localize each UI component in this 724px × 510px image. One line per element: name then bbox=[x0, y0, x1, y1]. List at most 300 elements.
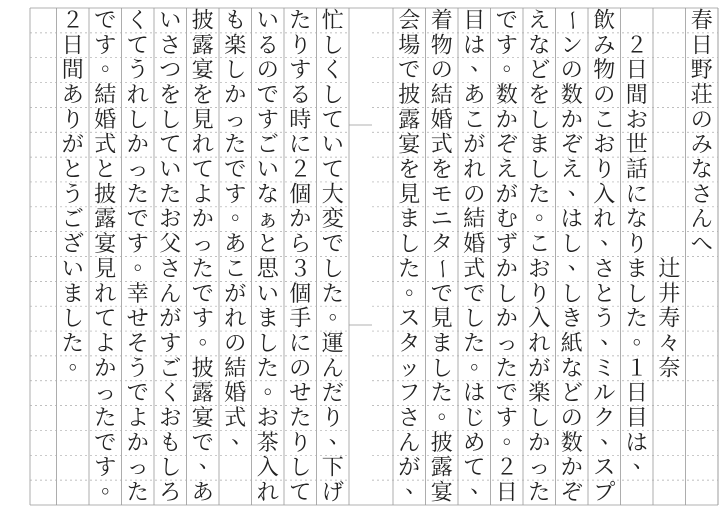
glyph: い bbox=[159, 8, 182, 34]
glyph: 日 bbox=[495, 480, 518, 506]
glyph: え bbox=[495, 157, 518, 183]
glyph: 下 bbox=[321, 455, 344, 481]
glyph: ざ bbox=[61, 232, 84, 258]
glyph: 。 bbox=[198, 324, 221, 350]
glyph: の bbox=[463, 182, 486, 208]
glyph: 個 bbox=[289, 281, 312, 307]
glyph: す bbox=[495, 406, 518, 432]
text-column-19 bbox=[62, 8, 91, 374]
glyph: ッ bbox=[398, 356, 421, 382]
glyph: し bbox=[61, 306, 84, 332]
glyph: す bbox=[224, 182, 247, 208]
glyph: 。 bbox=[133, 249, 156, 275]
text-column-18 bbox=[94, 8, 123, 498]
glyph: 。 bbox=[437, 399, 460, 425]
glyph: か bbox=[224, 82, 247, 108]
glyph: て bbox=[126, 33, 149, 59]
glyph: ２ bbox=[495, 455, 518, 481]
glyph: こ bbox=[463, 107, 486, 133]
glyph: 春 bbox=[690, 8, 713, 34]
glyph: 露 bbox=[398, 107, 421, 133]
glyph: は bbox=[463, 33, 486, 59]
glyph: お bbox=[593, 132, 616, 158]
glyph: ん bbox=[321, 356, 344, 382]
glyph: ミ bbox=[593, 356, 616, 382]
glyph: 披 bbox=[191, 8, 214, 34]
glyph: あ bbox=[191, 480, 214, 506]
glyph: た bbox=[191, 256, 214, 282]
glyph: と bbox=[256, 232, 279, 258]
glyph: い bbox=[321, 132, 344, 158]
glyph: 世 bbox=[625, 132, 648, 158]
glyph: っ bbox=[224, 107, 247, 133]
glyph: り bbox=[625, 232, 648, 258]
glyph: れ bbox=[191, 132, 214, 158]
glyph: 入 bbox=[528, 306, 551, 332]
glyph: て bbox=[321, 157, 344, 183]
glyph: 宴 bbox=[191, 406, 214, 432]
glyph: の bbox=[289, 356, 312, 382]
glyph: で bbox=[495, 8, 518, 34]
glyph: は bbox=[463, 381, 486, 407]
glyph: り bbox=[61, 107, 84, 133]
glyph: 運 bbox=[321, 331, 344, 357]
glyph: う bbox=[593, 306, 616, 332]
glyph: た bbox=[159, 182, 182, 208]
glyph: 変 bbox=[321, 207, 344, 233]
glyph: よ bbox=[126, 406, 149, 432]
text-column-2 bbox=[658, 257, 680, 381]
glyph: し bbox=[495, 281, 518, 307]
glyph: が bbox=[495, 182, 518, 208]
glyph: で bbox=[430, 281, 453, 307]
glyph: じ bbox=[463, 406, 486, 432]
glyph: 。 bbox=[101, 51, 124, 77]
glyph: か bbox=[126, 430, 149, 456]
glyph: っ bbox=[126, 455, 149, 481]
glyph: あ bbox=[224, 232, 247, 258]
glyph: し bbox=[159, 455, 182, 481]
text-column-1 bbox=[691, 8, 713, 257]
text-column-15 bbox=[192, 8, 221, 505]
glyph: で bbox=[224, 157, 247, 183]
glyph: 披 bbox=[191, 356, 214, 382]
glyph: 、 bbox=[567, 175, 590, 201]
glyph: 婚 bbox=[430, 107, 453, 133]
glyph: た bbox=[398, 256, 421, 282]
glyph: 、 bbox=[405, 473, 428, 499]
text-column-5 bbox=[559, 9, 590, 505]
glyph: ま bbox=[625, 256, 648, 282]
glyph: し bbox=[528, 157, 551, 183]
glyph: 、 bbox=[600, 423, 623, 449]
glyph: か bbox=[560, 455, 583, 481]
glyph: ま bbox=[61, 281, 84, 307]
glyph: 宴 bbox=[430, 480, 453, 506]
glyph: 結 bbox=[224, 356, 247, 382]
glyph: ん bbox=[159, 281, 182, 307]
glyph: で bbox=[191, 281, 214, 307]
glyph: か bbox=[94, 356, 117, 382]
glyph: 結 bbox=[463, 207, 486, 233]
glyph: 茶 bbox=[256, 430, 279, 456]
glyph: 結 bbox=[94, 82, 117, 108]
glyph: モ bbox=[430, 182, 453, 208]
glyph: は bbox=[625, 430, 648, 456]
glyph: 見 bbox=[94, 256, 117, 282]
glyph: ま bbox=[528, 132, 551, 158]
glyph: で bbox=[463, 281, 486, 307]
glyph: っ bbox=[126, 157, 149, 183]
glyph: ご bbox=[256, 132, 279, 158]
glyph: せ bbox=[126, 306, 149, 332]
glyph: て bbox=[159, 132, 182, 158]
glyph: る bbox=[256, 33, 279, 59]
glyph: の bbox=[430, 58, 453, 84]
glyph: で bbox=[495, 381, 518, 407]
text-column-4 bbox=[593, 8, 622, 505]
glyph: る bbox=[289, 82, 312, 108]
glyph: と bbox=[593, 281, 616, 307]
glyph: と bbox=[94, 157, 117, 183]
glyph: し bbox=[126, 107, 149, 133]
glyph: 式 bbox=[463, 256, 486, 282]
glyph: で bbox=[191, 430, 214, 456]
glyph: そ bbox=[126, 331, 149, 357]
glyph: お bbox=[528, 256, 551, 282]
glyph: へ bbox=[690, 232, 713, 258]
glyph: た bbox=[289, 406, 312, 432]
glyph: っ bbox=[495, 331, 518, 357]
glyph: 披 bbox=[398, 82, 421, 108]
glyph: 婚 bbox=[224, 381, 247, 407]
glyph: か bbox=[495, 107, 518, 133]
glyph: 、 bbox=[632, 448, 655, 474]
glyph: さ bbox=[159, 33, 182, 59]
glyph: ン bbox=[560, 33, 583, 59]
glyph: た bbox=[126, 480, 149, 506]
glyph: し bbox=[256, 331, 279, 357]
glyph: ど bbox=[528, 58, 551, 84]
glyph: し bbox=[224, 58, 247, 84]
glyph: ご bbox=[61, 207, 84, 233]
glyph: た bbox=[224, 132, 247, 158]
glyph: 、 bbox=[328, 423, 351, 449]
glyph: 忙 bbox=[321, 8, 344, 34]
glyph: お bbox=[625, 107, 648, 133]
glyph: が bbox=[528, 356, 551, 382]
text-column-17 bbox=[127, 8, 156, 505]
glyph: む bbox=[495, 207, 518, 233]
glyph: し bbox=[159, 107, 182, 133]
glyph: み bbox=[690, 132, 713, 158]
glyph: げ bbox=[321, 480, 344, 506]
glyph: の bbox=[256, 58, 279, 84]
glyph: み bbox=[593, 33, 616, 59]
glyph: し bbox=[463, 306, 486, 332]
glyph: 話 bbox=[625, 157, 648, 183]
glyph: の bbox=[224, 331, 247, 357]
glyph: か bbox=[289, 207, 312, 233]
glyph: 。 bbox=[101, 473, 124, 499]
glyph: さ bbox=[690, 182, 713, 208]
glyph: こ bbox=[224, 256, 247, 282]
glyph: が bbox=[159, 306, 182, 332]
glyph: で bbox=[256, 82, 279, 108]
glyph: 日 bbox=[690, 33, 713, 59]
glyph: 見 bbox=[398, 182, 421, 208]
glyph: か bbox=[191, 207, 214, 233]
glyph: 露 bbox=[430, 455, 453, 481]
glyph: す bbox=[94, 33, 117, 59]
glyph: ク bbox=[593, 406, 616, 432]
glyph: こ bbox=[593, 107, 616, 133]
glyph: ず bbox=[495, 232, 518, 258]
glyph: 。 bbox=[231, 200, 254, 226]
glyph: い bbox=[61, 256, 84, 282]
glyph: で bbox=[94, 8, 117, 34]
text-column-13 bbox=[257, 8, 286, 505]
glyph: な bbox=[256, 182, 279, 208]
glyph: て bbox=[94, 306, 117, 332]
glyph: た bbox=[256, 356, 279, 382]
glyph: さ bbox=[159, 256, 182, 282]
glyph: て bbox=[463, 455, 486, 481]
glyph: た bbox=[289, 8, 312, 34]
glyph: 日 bbox=[625, 381, 648, 407]
glyph: し bbox=[560, 232, 583, 258]
glyph: れ bbox=[463, 157, 486, 183]
glyph: ぞ bbox=[495, 132, 518, 158]
text-column-12 bbox=[289, 8, 311, 505]
glyph: が bbox=[463, 132, 486, 158]
glyph: で bbox=[321, 232, 344, 258]
glyph: 宴 bbox=[191, 58, 214, 84]
glyph: れ bbox=[256, 480, 279, 506]
glyph: 井 bbox=[658, 281, 681, 307]
glyph: の bbox=[690, 107, 713, 133]
glyph: 。 bbox=[632, 324, 655, 350]
glyph: ー bbox=[428, 257, 454, 280]
glyph: 楽 bbox=[528, 381, 551, 407]
glyph: 露 bbox=[94, 207, 117, 233]
glyph: 目 bbox=[625, 406, 648, 432]
glyph: 、 bbox=[600, 324, 623, 350]
glyph: ら bbox=[289, 232, 312, 258]
glyph: す bbox=[191, 306, 214, 332]
glyph: つ bbox=[159, 58, 182, 84]
glyph: 入 bbox=[256, 455, 279, 481]
glyph: タ bbox=[430, 232, 453, 258]
glyph: た bbox=[321, 281, 344, 307]
glyph: に bbox=[289, 331, 312, 357]
center-binding-marks bbox=[349, 125, 372, 325]
glyph: 々 bbox=[658, 331, 681, 357]
glyph: を bbox=[159, 82, 182, 108]
glyph: 、 bbox=[567, 249, 590, 275]
glyph: し bbox=[528, 107, 551, 133]
glyph: ル bbox=[593, 381, 616, 407]
glyph: す bbox=[495, 33, 518, 59]
glyph: 式 bbox=[224, 406, 247, 432]
glyph: 露 bbox=[191, 33, 214, 59]
glyph: 場 bbox=[398, 33, 421, 59]
glyph: き bbox=[560, 306, 583, 332]
glyph: 見 bbox=[430, 306, 453, 332]
glyph: ２ bbox=[61, 8, 84, 34]
glyph: 式 bbox=[430, 132, 453, 158]
glyph: 。 bbox=[68, 349, 91, 375]
glyph: り bbox=[289, 430, 312, 456]
glyph: し bbox=[528, 406, 551, 432]
glyph: れ bbox=[528, 331, 551, 357]
glyph: あ bbox=[61, 82, 84, 108]
glyph: 数 bbox=[560, 430, 583, 456]
glyph: に bbox=[289, 132, 312, 158]
glyph: 間 bbox=[625, 82, 648, 108]
glyph: た bbox=[126, 182, 149, 208]
glyph: 結 bbox=[430, 82, 453, 108]
glyph: 大 bbox=[321, 182, 344, 208]
glyph: め bbox=[463, 430, 486, 456]
glyph: ご bbox=[159, 356, 182, 382]
glyph: し bbox=[625, 281, 648, 307]
glyph: よ bbox=[191, 182, 214, 208]
glyph: い bbox=[256, 8, 279, 34]
glyph: す bbox=[94, 455, 117, 481]
glyph: ニ bbox=[430, 207, 453, 233]
glyph: 見 bbox=[191, 107, 214, 133]
glyph: 日 bbox=[625, 58, 648, 84]
text-column-14 bbox=[224, 8, 253, 448]
glyph: も bbox=[224, 8, 247, 34]
glyph: え bbox=[528, 8, 551, 34]
glyph: か bbox=[528, 430, 551, 456]
glyph: ー bbox=[558, 9, 584, 32]
glyph: て bbox=[321, 107, 344, 133]
glyph: し bbox=[430, 356, 453, 382]
glyph: を bbox=[398, 157, 421, 183]
glyph: ぞ bbox=[560, 480, 583, 506]
glyph: た bbox=[430, 381, 453, 407]
glyph: く bbox=[159, 381, 182, 407]
glyph: 。 bbox=[263, 374, 286, 400]
text-column-9 bbox=[429, 8, 460, 505]
glyph: お bbox=[159, 207, 182, 233]
glyph: 。 bbox=[470, 349, 493, 375]
glyph: な bbox=[560, 356, 583, 382]
glyph: と bbox=[61, 157, 84, 183]
glyph: し bbox=[321, 256, 344, 282]
glyph: た bbox=[528, 480, 551, 506]
glyph: 。 bbox=[328, 299, 351, 325]
glyph: く bbox=[126, 8, 149, 34]
glyph: っ bbox=[191, 232, 214, 258]
glyph: た bbox=[528, 182, 551, 208]
glyph: 寿 bbox=[658, 306, 681, 332]
glyph: 、 bbox=[198, 448, 221, 474]
glyph: 。 bbox=[405, 274, 428, 300]
glyph: の bbox=[560, 58, 583, 84]
glyph: あ bbox=[463, 82, 486, 108]
glyph: を bbox=[430, 157, 453, 183]
glyph: れ bbox=[126, 82, 149, 108]
glyph: す bbox=[289, 58, 312, 84]
glyph: た bbox=[495, 356, 518, 382]
glyph: 、 bbox=[470, 51, 493, 77]
glyph: プ bbox=[593, 480, 616, 506]
glyph: で bbox=[126, 207, 149, 233]
glyph: 飲 bbox=[593, 8, 616, 34]
glyph: か bbox=[495, 306, 518, 332]
glyph: ど bbox=[560, 381, 583, 407]
glyph: な bbox=[625, 207, 648, 233]
glyph: 披 bbox=[430, 430, 453, 456]
glyph: し bbox=[321, 33, 344, 59]
glyph: り bbox=[593, 157, 616, 183]
glyph: し bbox=[289, 455, 312, 481]
glyph: 辻 bbox=[658, 256, 681, 282]
glyph: っ bbox=[94, 381, 117, 407]
glyph: な bbox=[690, 157, 713, 183]
text-column-6 bbox=[528, 8, 557, 505]
glyph: 婚 bbox=[94, 107, 117, 133]
glyph: で bbox=[126, 381, 149, 407]
glyph: れ bbox=[94, 281, 117, 307]
glyph: 幸 bbox=[126, 281, 149, 307]
glyph: ぞ bbox=[560, 132, 583, 158]
glyph: 数 bbox=[495, 82, 518, 108]
glyph: 式 bbox=[94, 132, 117, 158]
glyph: す bbox=[126, 232, 149, 258]
glyph: な bbox=[528, 33, 551, 59]
glyph: 間 bbox=[61, 58, 84, 84]
glyph: て bbox=[289, 480, 312, 506]
glyph: 目 bbox=[463, 8, 486, 34]
glyph: 父 bbox=[159, 232, 182, 258]
glyph: ２ bbox=[289, 157, 312, 183]
glyph: れ bbox=[224, 306, 247, 332]
glyph: に bbox=[625, 182, 648, 208]
glyph: う bbox=[126, 356, 149, 382]
glyph: １ bbox=[625, 356, 648, 382]
glyph: い bbox=[256, 281, 279, 307]
glyph: 宴 bbox=[94, 232, 117, 258]
glyph: う bbox=[126, 58, 149, 84]
glyph: ３ bbox=[289, 256, 312, 282]
glyph: 数 bbox=[560, 82, 583, 108]
glyph: し bbox=[321, 82, 344, 108]
glyph: 。 bbox=[502, 51, 525, 77]
glyph: ス bbox=[593, 455, 616, 481]
glyph: せ bbox=[289, 381, 312, 407]
glyph: は bbox=[560, 207, 583, 233]
glyph: ま bbox=[430, 331, 453, 357]
glyph: を bbox=[191, 82, 214, 108]
glyph: う bbox=[61, 182, 84, 208]
glyph: 。 bbox=[502, 423, 525, 449]
glyph: ぁ bbox=[256, 207, 279, 233]
glyph: 手 bbox=[289, 306, 312, 332]
glyph: ん bbox=[398, 430, 421, 456]
glyph: を bbox=[528, 82, 551, 108]
glyph: 婚 bbox=[463, 232, 486, 258]
text-column-3 bbox=[626, 33, 655, 473]
glyph: 時 bbox=[289, 107, 312, 133]
glyph: で bbox=[94, 430, 117, 456]
glyph: 奈 bbox=[658, 356, 681, 382]
text-column-11 bbox=[322, 8, 351, 505]
